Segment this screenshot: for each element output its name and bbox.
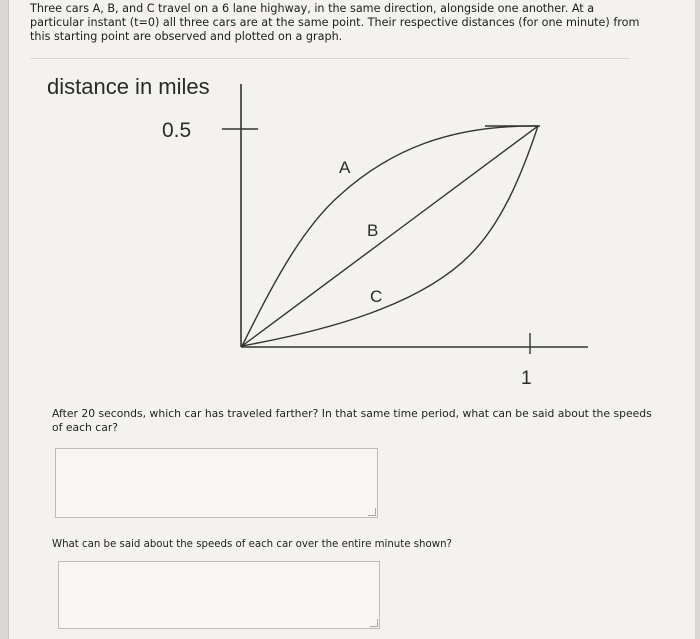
answer-1-textarea[interactable] (55, 448, 378, 518)
curve-label-a: A (339, 158, 351, 177)
resize-grip-icon[interactable] (368, 508, 376, 516)
x-tick-label: 1 (521, 368, 532, 389)
question-2-text: What can be said about the speeds of each car over the entire minute shown? (52, 539, 452, 550)
curve-label-b: B (367, 221, 379, 240)
problem-statement: Three cars A, B, and C travel on a 6 lane highway, in the same direction, alongside one another. At a particular instant (t=0) all three cars are at the same point. Their respective distances (for one minute) from this starting point are observed and plotted on a graph. (30, 2, 640, 43)
answer-2-textarea[interactable] (58, 561, 380, 629)
y-tick-label: 0.5 (162, 119, 192, 142)
curve-label-c: C (370, 287, 383, 306)
y-axis-label: distance in miles (47, 74, 210, 99)
resize-grip-icon[interactable] (370, 619, 378, 627)
question-1-text: After 20 seconds, which car has traveled farther? In that same time period, what can be said about the speeds of each car? (52, 407, 652, 434)
